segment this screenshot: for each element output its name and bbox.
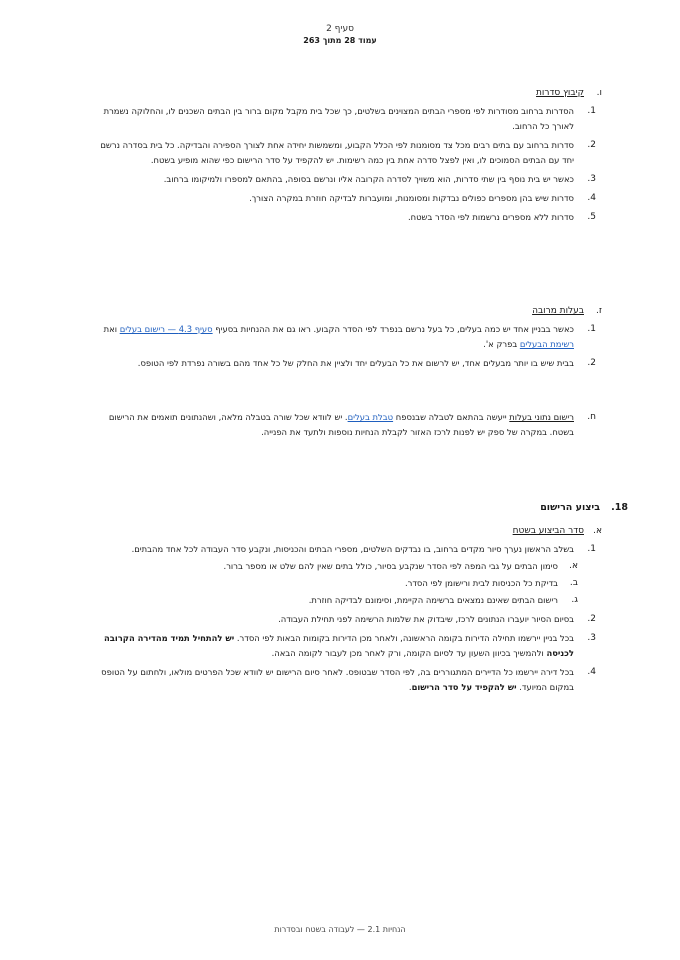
list-item xyxy=(88,138,596,168)
sub-item-number: ב. xyxy=(569,578,578,588)
header-page-number: עמוד 28 מתוך 263 xyxy=(303,36,377,45)
section-grouping xyxy=(88,86,602,225)
header-title: סעיף 2 xyxy=(326,24,354,34)
list-item xyxy=(88,191,596,206)
chapter-heading xyxy=(540,502,628,513)
item-bold-text: יש להתחיל תמיד מהדירה הקרובה לכניסה xyxy=(104,633,574,658)
note-underlined: רישום נתוני בעלות xyxy=(509,412,574,422)
note-paragraph xyxy=(88,410,596,440)
list-item xyxy=(88,172,596,187)
item-number: 2. xyxy=(587,614,596,624)
note-marker: ח. xyxy=(587,412,596,422)
section-heading xyxy=(88,304,602,318)
list-item xyxy=(88,665,596,695)
sub-list-item xyxy=(88,576,584,591)
chapter-number: 18. xyxy=(611,502,628,513)
section-heading xyxy=(88,86,602,100)
item-text: ואת xyxy=(103,324,120,334)
item-text: סדרות שיש בהן מספרים כפולים נבדקות ומסומנות, ומועברות לבדיקה חוזרת במקרה הצורך. xyxy=(249,193,574,203)
section-title: בעלות מרובה xyxy=(532,306,584,316)
section-link[interactable]: סעיף 4.3 — רישום בעלים xyxy=(119,324,213,334)
sub-list-item xyxy=(88,559,584,574)
section-marker: ו. xyxy=(596,88,602,98)
section-title: קיבוץ סדרות xyxy=(536,88,584,98)
page-header xyxy=(0,24,680,46)
item-number: 5. xyxy=(587,212,596,222)
item-text: הסדרות ברחוב מסודרות לפי מספרי הבתים המצוינים בשלטים, כך שכל בית מקבל מקום ברור בין הבתים השכנים לו, והחלוקה נשמרת לאורך כל הרחוב. xyxy=(103,106,574,131)
section-ownership xyxy=(88,304,602,371)
note-text: ייעשה בהתאם לטבלה שבנספח xyxy=(393,412,510,422)
sub-item-text: בדיקת כל הכניסות לבית ורישומן לפי הסדר. xyxy=(404,578,558,588)
list-item xyxy=(88,612,596,627)
item-text: בסיום הסיור יועברו הנתונים לרכז, שיבדוק את שלמות הרשימה לפני תחילת העבודה. xyxy=(278,614,574,624)
item-text: כאשר בבניין אחד יש כמה בעלים, כל בעל נרשם בנפרד לפי הסדר הקבוע. ראו גם את ההנחיות בסעיף xyxy=(212,324,574,334)
item-text: בפרק א'. xyxy=(483,339,520,349)
list-item xyxy=(88,631,596,661)
item-text: בכל דירה יירשמו כל הדיירים המתגוררים בה, לפי הסדר שבטופס. לאחר סיום הרישום יש לוודא שכל הפרטים מולאו, ולחתום על הטופס במקום המיועד. xyxy=(101,667,574,692)
list-item xyxy=(88,542,596,557)
item-text: . xyxy=(408,682,412,692)
item-bold-text: יש להקפיד על סדר הרישום xyxy=(411,682,517,692)
item-number: 3. xyxy=(587,174,596,184)
subsection-title: סדר הביצוע בשטח xyxy=(512,526,584,536)
sub-item-number: ג. xyxy=(571,595,578,605)
owners-list-link[interactable]: רשימת הבעלים xyxy=(519,339,574,349)
item-number: 4. xyxy=(587,193,596,203)
owners-table-link[interactable]: טבלת בעלים xyxy=(347,412,394,422)
list-item xyxy=(88,104,596,134)
item-number: 1. xyxy=(587,106,596,116)
sub-item-number: א. xyxy=(569,561,578,571)
section-execution xyxy=(88,524,602,695)
item-number: 2. xyxy=(587,358,596,368)
sub-list-item xyxy=(88,593,584,608)
sub-item-text: רישום הבתים שאינם נמצאים ברשימה הקיימת, וסימונם לבדיקה חוזרת. xyxy=(308,595,558,605)
item-number: 2. xyxy=(587,140,596,150)
item-text: סדרות ברחוב עם בתים רבים מכל צד מסומנות לפי הכלל הקבוע, ומשמשות יחידה אחת לצורך הספירה והבדיקה. כל בית בסדרה נרשם יחד עם הבתים הסמוכים לו, ואין לפצל סדרה אחת בין כמה רשימות. יש להקפיד על סדר הרישום כפי שהוא מופיע בשטח. xyxy=(100,140,574,165)
list-item xyxy=(88,322,596,352)
item-text: ולהמשיך בכיוון השעון עד לסיום הקומה, ורק לאחר מכן לעבור לקומה הבאה. xyxy=(271,648,547,658)
section-marker: ז. xyxy=(596,306,602,316)
item-text: סדרות ללא מספרים נרשמות לפי הסדר בשטח. xyxy=(407,212,574,222)
note-text: . יש לוודא שכל שורה בטבלה מלאה, ושהנתונים תואמים את הרישום בשטח. במקרה של ספק יש לפנות לרכז האזור לקבלת הנחיות נוספות ולתעד את הפנייה. xyxy=(108,412,574,437)
subsection-heading xyxy=(88,524,602,538)
item-number: 1. xyxy=(587,544,596,554)
chapter-title: ביצוע הרישום xyxy=(540,502,600,513)
page-footer: הנחיות 2.1 — לעבודה בשטח ובסדרות xyxy=(274,925,406,934)
item-text: בשלב הראשון נערך סיור מקדים ברחוב, בו נבדקים השלטים, מספרי הבתים והכניסות, ונקבע סדר העבודה לכל אחד מהבתים. xyxy=(131,544,574,554)
item-number: 1. xyxy=(587,324,596,334)
sub-item-text: סימון הבתים על גבי המפה לפי הסדר שנקבע בסיור, כולל בתים שאין להם שלט או מספר ברור. xyxy=(223,561,558,571)
item-number: 3. xyxy=(587,633,596,643)
subsection-marker: א. xyxy=(593,526,602,536)
item-text: בכל בניין יירשמו תחילה הדירות בקומה הראשונה, ולאחר מכן הדירות בקומות הבאות לפי הסדר. xyxy=(234,633,574,643)
item-number: 4. xyxy=(587,667,596,677)
list-item xyxy=(88,210,596,225)
item-text: בבית שיש בו יותר מבעלים אחד, יש לרשום את כל הבעלים יחד ולציין את החלק של כל אחד מהם בשורה נפרדת לפי הטופס. xyxy=(137,358,574,368)
note-item xyxy=(88,410,596,440)
item-text: כאשר יש בית נוסף בין שתי סדרות, הוא משויך לסדרה הקרובה אליו ונרשם בסופה, בהתאם למספרו ולמיקומו ברחוב. xyxy=(163,174,574,184)
list-item xyxy=(88,356,596,371)
